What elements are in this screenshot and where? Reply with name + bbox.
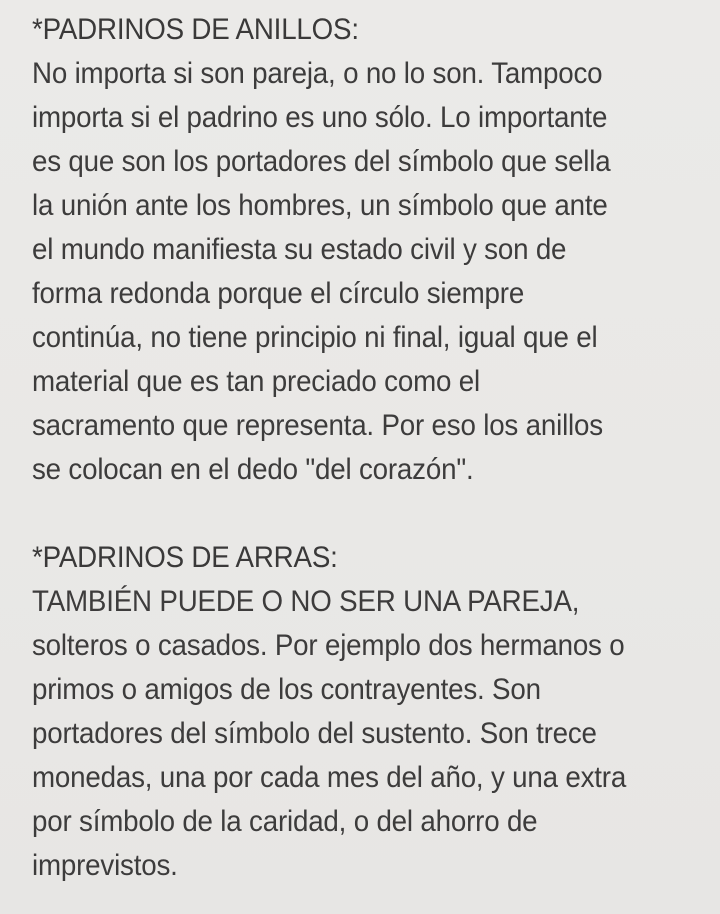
- text-line: por símbolo de la caridad, o del ahorro de: [32, 805, 538, 838]
- text-line: se colocan en el dedo "del corazón".: [32, 453, 474, 486]
- text-line: primos o amigos de los contrayentes. Son: [32, 673, 541, 706]
- section-heading: *PADRINOS DE ANILLOS:: [32, 13, 359, 46]
- text-line: la unión ante los hombres, un símbolo que ante: [32, 189, 608, 222]
- text-line: continúa, no tiene principio ni final, igual que el: [32, 321, 598, 354]
- text-line: portadores del símbolo del sustento. Son trece: [32, 717, 597, 750]
- text-line: es que son los portadores del símbolo que sella: [32, 145, 611, 178]
- text-line: monedas, una por cada mes del año, y una extra: [32, 761, 627, 794]
- section-spacer: [32, 492, 718, 536]
- section-padrinos-de-anillos: [32, 8, 718, 492]
- text-line: imprevistos.: [32, 849, 178, 882]
- text-line: solteros o casados. Por ejemplo dos hermanos o: [32, 629, 625, 662]
- section-padrinos-de-arras: [32, 536, 718, 888]
- text-line: No importa si son pareja, o no lo son. Tampoco: [32, 57, 603, 90]
- text-line: importa si el padrino es uno sólo. Lo importante: [32, 101, 608, 134]
- text-line: forma redonda porque el círculo siempre: [32, 277, 525, 310]
- text-line: material que es tan preciado como el: [32, 365, 480, 398]
- text-line: el mundo manifiesta su estado civil y son de: [32, 233, 567, 266]
- text-line: TAMBIÉN PUEDE O NO SER UNA PAREJA,: [32, 585, 580, 618]
- document-content: [32, 8, 718, 888]
- text-line: sacramento que representa. Por eso los anillos: [32, 409, 603, 442]
- section-heading: *PADRINOS DE ARRAS:: [32, 541, 338, 574]
